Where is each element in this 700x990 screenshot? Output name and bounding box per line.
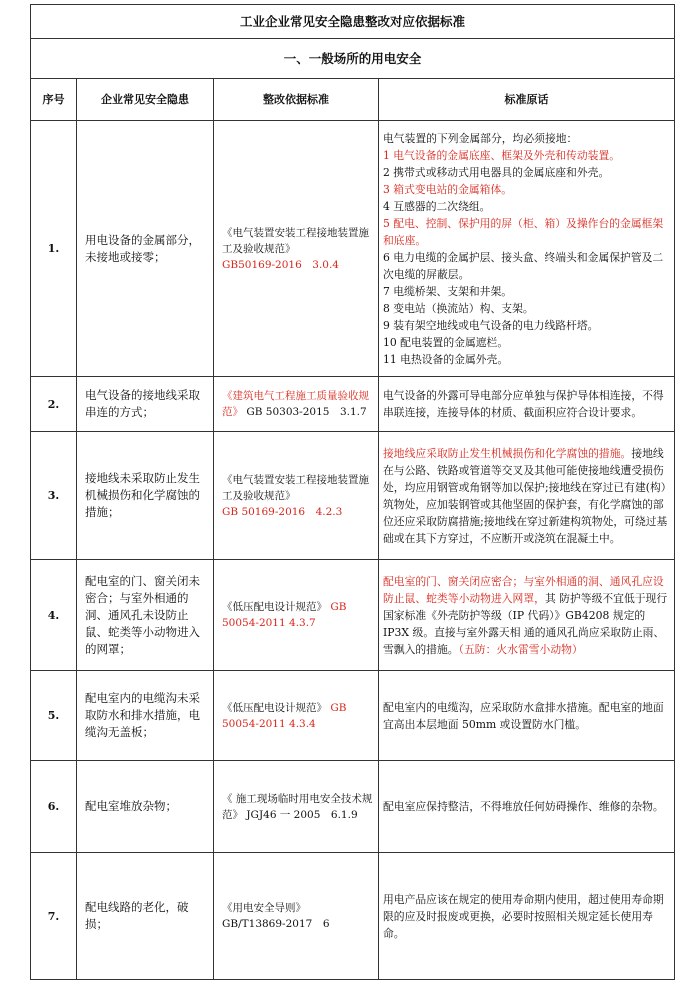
table-header-row [31, 79, 675, 121]
original-item: 1 电气设备的金属底座、框架及外壳和传动装置。 [383, 148, 621, 162]
standard-name: 《用电安全导则》 [222, 902, 306, 914]
standard-reference [214, 761, 379, 853]
row-number: 3. [31, 432, 77, 560]
standard-reference [214, 377, 379, 432]
table-row [31, 671, 675, 761]
original-text: 配电室应保持整洁，不得堆放任何妨碍操作、维修的杂物。 [379, 761, 675, 853]
original-text: 用电产品应该在规定的使用寿命期内使用，超过使用寿命期限的应及时报废或更换，必要时按照相关规定延长使用寿命。 [379, 853, 675, 980]
hazard-text: 配电室堆放杂物； [77, 761, 214, 853]
standard-code: JGJ46 一 2005 6.1.9 [246, 808, 358, 821]
header-standard: 整改依据标准 [214, 79, 379, 121]
original-text: 配电室内的电缆沟，应采取防水盒排水措施。配电室的地面宜高出本层地面 50mm 或设置防水门槛。 [379, 671, 675, 761]
table-row [31, 761, 675, 853]
header-original: 标准原话 [379, 79, 675, 121]
standard-name: 《电气装置安装工程接地装置施工及验收规范》 [222, 226, 369, 255]
standard-name: 《电气装置安装工程接地装置施工及验收规范》 [222, 473, 369, 502]
table-row [31, 853, 675, 980]
hazard-text: 配电线路的老化，破损； [77, 853, 214, 980]
original-text [379, 121, 675, 377]
original-item: 9 装有架空地线或电气设备的电力线路杆塔。 [383, 318, 599, 332]
standard-code: GB50169-2016 3.0.4 [222, 258, 339, 271]
original-item: 7 电缆桥架、支架和井架。 [383, 284, 513, 298]
row-number: 6. [31, 761, 77, 853]
table-row [31, 121, 675, 377]
header-no: 序号 [31, 79, 77, 121]
standard-code: GB 50303-2015 3.1.7 [246, 406, 367, 418]
hazard-text: 配电室的门、窗关闭未密合；与室外相通的洞、通风孔未设防止鼠、蛇类等小动物进入的网罩； [77, 560, 214, 671]
hazard-text: 电气设备的接地线采取串连的方式； [77, 377, 214, 432]
standard-reference [214, 671, 379, 761]
standard-reference [214, 560, 379, 671]
original-text [379, 560, 675, 671]
original-item: 11 电热设备的金属外壳。 [383, 352, 509, 366]
standard-reference [214, 432, 379, 560]
hazard-text: 配电室内的电缆沟未采取防水和排水措施，电缆沟无盖板； [77, 671, 214, 761]
row-number: 7. [31, 853, 77, 980]
row-number: 5. [31, 671, 77, 761]
original-item: 2 携带式或移动式用电器具的金属底座和外壳。 [383, 165, 610, 179]
row-number: 2. [31, 377, 77, 432]
standard-code: GB 50054-2011 4.3.4 [222, 701, 347, 730]
original-highlight: 接地线应采取防止发生机械损伤和化学腐蚀的措施。 [383, 446, 632, 460]
standards-table [30, 4, 675, 980]
standard-name: 《 施工现场临时用电安全技术规范》 [222, 792, 373, 821]
standard-code: GB/T13869-2017 6 [222, 918, 330, 930]
row-number: 1. [31, 121, 77, 377]
table-row [31, 377, 675, 432]
original-note: （五防：火水雷雪小动物） [458, 642, 583, 656]
original-text: 电气设备的外露可导电部分应单独与保护导体相连接，不得串联连接，连接导体的材质、截面积应符合设计要求。 [379, 377, 675, 432]
header-hazard: 企业常见安全隐患 [77, 79, 214, 121]
table-row [31, 560, 675, 671]
original-text [379, 432, 675, 560]
original-body: 其 防护等级不宜低于现行国家标准《外壳防护等级（IP 代码）》GB4208 规定的 IP3X 级。直接与室外露天相 通的通风孔尚应采取防止雨、雪飘入的措施。 [383, 591, 668, 656]
original-item: 8 变电站（换流站）构、支架。 [383, 301, 534, 315]
standard-code: GB 50054-2011 4.3.7 [222, 601, 347, 629]
original-body: 接地线在与公路、铁路或管道等交叉及其他可能使接地线遭受损伤处，均应用钢管或角钢等加以保护;接地线在穿过已有建(构）筑物处，应加装钢管或其他坚固的保护套，有化学腐蚀的部位还应采取防腐措施;接地线在穿过新建构筑物处，可绕过基础或在其下方穿过，不应断开或浇筑在混凝土中。 [383, 446, 668, 545]
standard-reference [214, 853, 379, 980]
hazard-text: 用电设备的金属部分，未接地或接零； [77, 121, 214, 377]
standard-name: 《低压配电设计规范》 [222, 601, 327, 613]
original-item: 5 配电、控制、保护用的屏（柜、箱）及操作台的金属框架和底座。 [383, 216, 664, 247]
row-number: 4. [31, 560, 77, 671]
document-title: 工业企业常见安全隐患整改对应依据标准 [31, 5, 675, 39]
standard-name: 《建筑电气工程施工质量验收规范》 [222, 390, 369, 418]
standard-reference [214, 121, 379, 377]
original-item: 3 箱式变电站的金属箱体。 [383, 182, 513, 196]
original-item: 10 配电装置的金属遮栏。 [383, 335, 509, 349]
original-intro: 电气装置的下列金属部分，均必须接地： [383, 131, 578, 145]
table-row [31, 432, 675, 560]
section-title: 一、一般场所的用电安全 [31, 39, 675, 79]
hazard-text: 接地线未采取防止发生机械损伤和化学腐蚀的措施； [77, 432, 214, 560]
original-item: 6 电力电缆的金属护层、接头盒、终端头和金属保护管及二次电缆的屏蔽层。 [383, 250, 664, 281]
standard-code: GB 50169-2016 4.2.3 [222, 505, 343, 518]
original-highlight: 配电室的门、窗关闭应密合；与室外相通的洞、通风孔应设防止鼠、蛇类等小动物进入网罩， [383, 574, 664, 605]
standard-name: 《低压配电设计规范》 [222, 701, 327, 714]
original-item: 4 互感器的二次绕组。 [383, 199, 491, 213]
